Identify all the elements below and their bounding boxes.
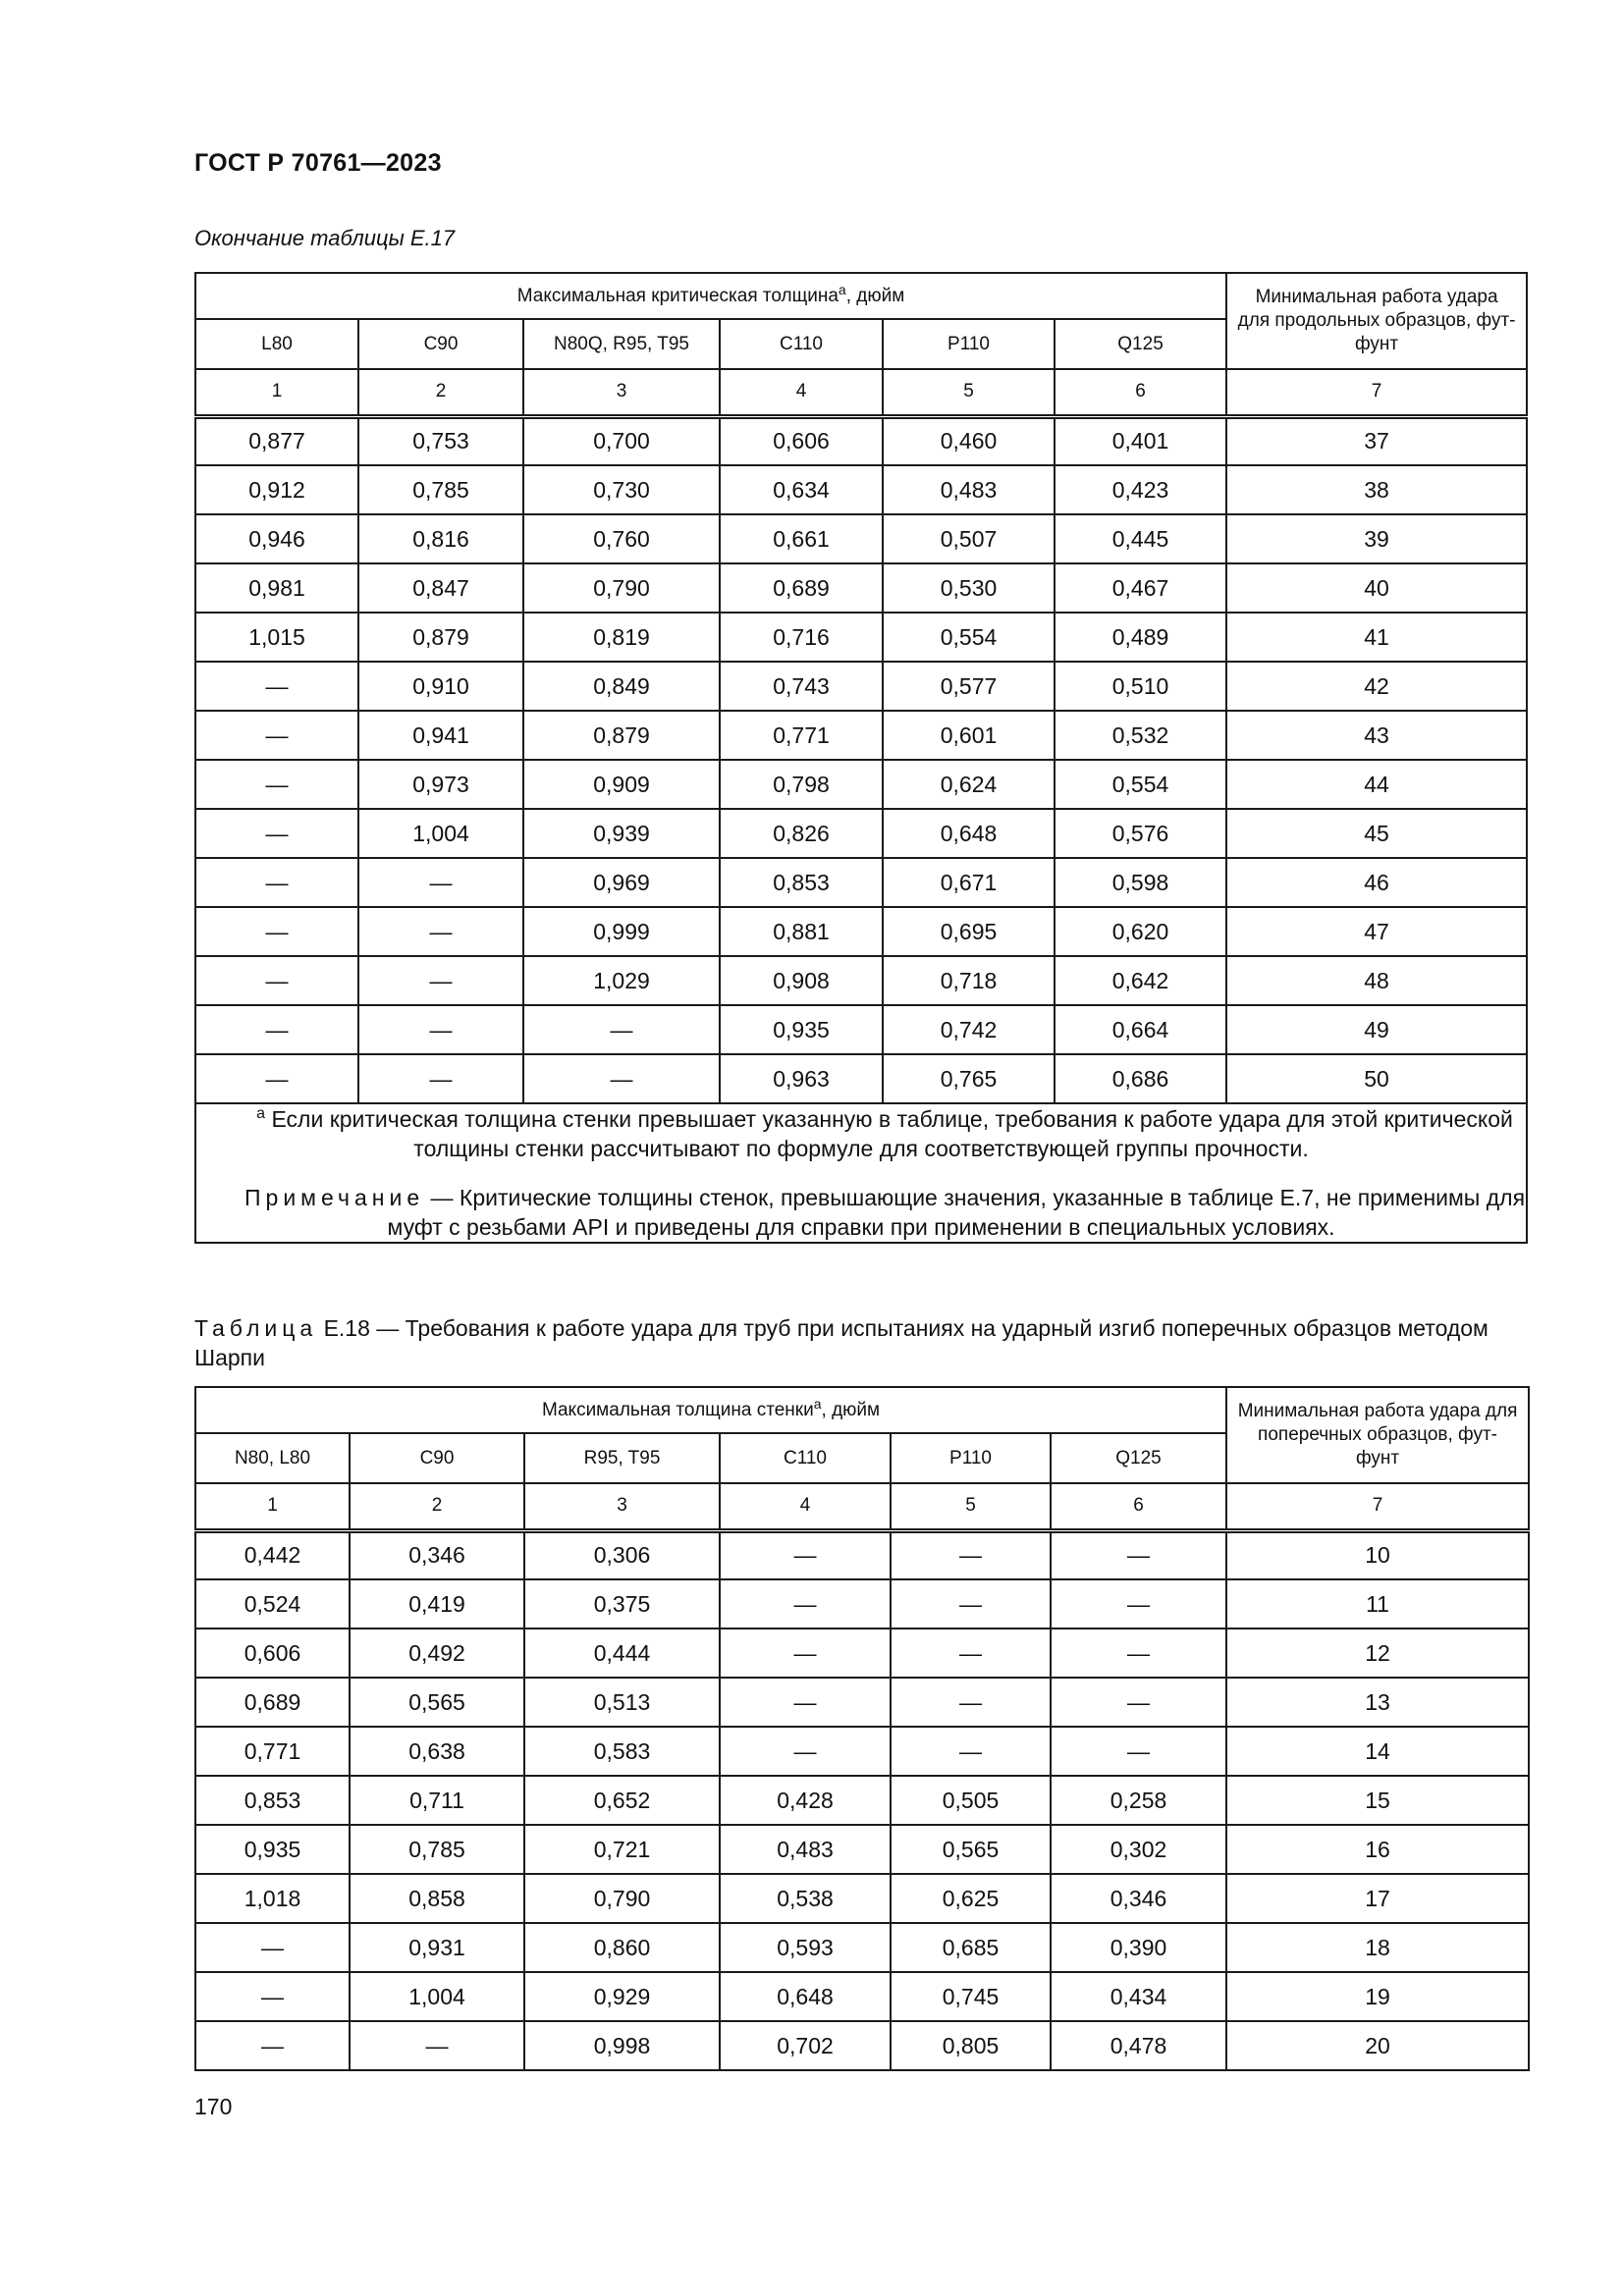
table-cell: 37 xyxy=(1226,416,1527,465)
table-cell: 0,302 xyxy=(1051,1825,1226,1874)
table-cell: 0,671 xyxy=(883,858,1055,907)
table-row xyxy=(195,416,1527,465)
table-cell: 0,711 xyxy=(350,1776,524,1825)
column-number: 3 xyxy=(524,1483,720,1530)
table-cell: — xyxy=(195,956,358,1005)
table-cell: 0,929 xyxy=(524,1972,720,2021)
table-cell: 0,375 xyxy=(524,1579,720,1629)
table-row xyxy=(195,1825,1529,1874)
table-cell: 20 xyxy=(1226,2021,1529,2070)
table-row xyxy=(195,1923,1529,1972)
table-cell: 0,790 xyxy=(523,563,720,613)
table-cell: — xyxy=(195,1005,358,1054)
table-cell: 43 xyxy=(1226,711,1527,760)
table-cell: 46 xyxy=(1226,858,1527,907)
table-cell: — xyxy=(195,2021,350,2070)
table-row xyxy=(195,1530,1529,1579)
table-cell: 0,625 xyxy=(891,1874,1051,1923)
table-cell: 0,554 xyxy=(1055,760,1226,809)
group-header-text: Максимальная критическая толщина xyxy=(516,285,839,306)
table-cell: 17 xyxy=(1226,1874,1529,1923)
column-number: 7 xyxy=(1226,1483,1529,1530)
table-cell: 1,018 xyxy=(195,1874,350,1923)
table-cell: 0,460 xyxy=(883,416,1055,465)
table-cell: 0,492 xyxy=(350,1629,524,1678)
table-cell: 0,963 xyxy=(720,1054,883,1103)
table-cell: 0,576 xyxy=(1055,809,1226,858)
table-cell: 0,847 xyxy=(358,563,523,613)
column-number: 4 xyxy=(720,369,883,416)
table-row xyxy=(195,1972,1529,2021)
table-cell: 0,718 xyxy=(883,956,1055,1005)
table-cell: 0,826 xyxy=(720,809,883,858)
table-cell: — xyxy=(720,1727,891,1776)
group-header-unit: , дюйм xyxy=(821,1399,881,1420)
table-label: Таблица xyxy=(194,1315,318,1341)
table-cell: 44 xyxy=(1226,760,1527,809)
table-cell: 0,771 xyxy=(195,1727,350,1776)
column-number: 4 xyxy=(720,1483,891,1530)
table-cell: 0,910 xyxy=(358,662,523,711)
table-cell: — xyxy=(358,907,523,956)
table-cell: 48 xyxy=(1226,956,1527,1005)
table-row xyxy=(195,760,1527,809)
table-cell: 0,428 xyxy=(720,1776,891,1825)
table-continuation-caption: Окончание таблицы Е.17 xyxy=(194,226,456,250)
table-cell: — xyxy=(195,1054,358,1103)
table-row xyxy=(195,613,1527,662)
table-e18-title xyxy=(194,1313,1526,1372)
table-cell: 0,879 xyxy=(358,613,523,662)
table-cell: 0,909 xyxy=(523,760,720,809)
table-cell: 0,805 xyxy=(891,2021,1051,2070)
table-cell: — xyxy=(195,760,358,809)
table-cell: 0,346 xyxy=(1051,1874,1226,1923)
table-cell: — xyxy=(358,956,523,1005)
table-cell: — xyxy=(891,1629,1051,1678)
column-header: L80 xyxy=(195,319,358,369)
table-cell: — xyxy=(358,858,523,907)
group-header-text: Максимальная толщина стенки xyxy=(541,1399,814,1420)
max-thickness-group-header xyxy=(195,1387,1226,1433)
table-cell: 0,598 xyxy=(1055,858,1226,907)
table-cell: 0,730 xyxy=(523,465,720,514)
table-cell: 0,689 xyxy=(720,563,883,613)
column-header: C90 xyxy=(358,319,523,369)
table-cell: — xyxy=(1051,1678,1226,1727)
footnote xyxy=(196,1104,1526,1163)
table-cell: 0,467 xyxy=(1055,563,1226,613)
table-cell: 14 xyxy=(1226,1727,1529,1776)
table-cell: — xyxy=(1051,1579,1226,1629)
note-text: — Критические толщины стенок, превышающие значения, указанные в таблице Е.7, не применимы для муфт с резьбами API и приведены для справки при применении в специальных условиях. xyxy=(387,1185,1526,1240)
column-header: R95, T95 xyxy=(524,1433,720,1483)
table-cell: — xyxy=(358,1005,523,1054)
table-cell: 0,565 xyxy=(891,1825,1051,1874)
table-cell: 0,771 xyxy=(720,711,883,760)
table-cell: 0,445 xyxy=(1055,514,1226,563)
table-cell: 0,879 xyxy=(523,711,720,760)
table-cell: — xyxy=(720,1530,891,1579)
table-cell: 0,716 xyxy=(720,613,883,662)
table-row xyxy=(195,1727,1529,1776)
table-cell: 0,685 xyxy=(891,1923,1051,1972)
table-cell: 0,601 xyxy=(883,711,1055,760)
table-row xyxy=(195,1874,1529,1923)
table-cell: 0,941 xyxy=(358,711,523,760)
table-cell: 19 xyxy=(1226,1972,1529,2021)
energy-header: Минимальная работа удара для поперечных образцов, фут-фунт xyxy=(1226,1387,1529,1483)
table-cell: 0,849 xyxy=(523,662,720,711)
table-cell: — xyxy=(1051,1727,1226,1776)
table-row xyxy=(195,2021,1529,2070)
table-cell: 0,912 xyxy=(195,465,358,514)
table-row xyxy=(195,465,1527,514)
column-header: N80, L80 xyxy=(195,1433,350,1483)
column-header: Q125 xyxy=(1055,319,1226,369)
table-e18 xyxy=(194,1386,1530,2071)
table-cell: 0,524 xyxy=(195,1579,350,1629)
table-cell: 0,648 xyxy=(720,1972,891,2021)
footnote-ref: а xyxy=(813,1395,822,1412)
table-cell: 0,434 xyxy=(1051,1972,1226,2021)
table-cell: 0,583 xyxy=(524,1727,720,1776)
document-header: ГОСТ Р 70761—2023 xyxy=(194,149,442,177)
table-row xyxy=(195,1005,1527,1054)
table-cell: 1,004 xyxy=(350,1972,524,2021)
table-cell: — xyxy=(891,1678,1051,1727)
table-cell: 0,790 xyxy=(524,1874,720,1923)
table-cell: — xyxy=(720,1629,891,1678)
footnote-text: Если критическая толщина стенки превышает указанную в таблице, требования к работе удара для этой критической толщины стенки рассчитывают по формуле для соответствующей группы прочности. xyxy=(271,1106,1513,1161)
table-cell: 0,620 xyxy=(1055,907,1226,956)
table-cell: 0,939 xyxy=(523,809,720,858)
table-cell: 49 xyxy=(1226,1005,1527,1054)
page-number: 170 xyxy=(194,2094,233,2119)
table-cell: 0,565 xyxy=(350,1678,524,1727)
table-cell: 0,390 xyxy=(1051,1923,1226,1972)
table-cell: 0,785 xyxy=(350,1825,524,1874)
table-cell: 0,860 xyxy=(524,1923,720,1972)
table-cell: 0,554 xyxy=(883,613,1055,662)
table-cell: 0,634 xyxy=(720,465,883,514)
table-title-text: Е.18 — Требования к работе удара для труб при испытаниях на ударный изгиб поперечных образцов методом Шарпи xyxy=(194,1315,1489,1370)
table-cell: 1,029 xyxy=(523,956,720,1005)
table-cell: 50 xyxy=(1226,1054,1527,1103)
table-cell: 0,743 xyxy=(720,662,883,711)
table-cell: 0,652 xyxy=(524,1776,720,1825)
table-cell: 0,606 xyxy=(195,1629,350,1678)
table-cell: — xyxy=(195,662,358,711)
table-cell: 0,785 xyxy=(358,465,523,514)
table-cell: 0,530 xyxy=(883,563,1055,613)
table-cell: 42 xyxy=(1226,662,1527,711)
table-cell: 0,478 xyxy=(1051,2021,1226,2070)
table-cell: 0,442 xyxy=(195,1530,350,1579)
table-cell: 0,998 xyxy=(524,2021,720,2070)
column-header: P110 xyxy=(883,319,1055,369)
table-cell: — xyxy=(891,1727,1051,1776)
table-cell: 0,881 xyxy=(720,907,883,956)
column-header: N80Q, R95, T95 xyxy=(523,319,720,369)
table-row xyxy=(195,1678,1529,1727)
column-header: C110 xyxy=(720,319,883,369)
table-cell: 0,306 xyxy=(524,1530,720,1579)
column-number: 2 xyxy=(350,1483,524,1530)
table-cell: 0,816 xyxy=(358,514,523,563)
table-cell: 40 xyxy=(1226,563,1527,613)
table-cell: 0,423 xyxy=(1055,465,1226,514)
table-cell: 0,853 xyxy=(720,858,883,907)
table-cell: 0,513 xyxy=(524,1678,720,1727)
table-cell: 0,745 xyxy=(891,1972,1051,2021)
table-cell: 10 xyxy=(1226,1530,1529,1579)
table-cell: — xyxy=(1051,1629,1226,1678)
column-number: 1 xyxy=(195,1483,350,1530)
table-cell: 41 xyxy=(1226,613,1527,662)
table-cell: — xyxy=(523,1005,720,1054)
footnote-ref: а xyxy=(838,281,846,297)
table-row xyxy=(195,1629,1529,1678)
column-header: C90 xyxy=(350,1433,524,1483)
column-number: 6 xyxy=(1055,369,1226,416)
table-cell: 0,765 xyxy=(883,1054,1055,1103)
table-cell: 39 xyxy=(1226,514,1527,563)
table-e17 xyxy=(194,272,1528,1244)
table-cell: — xyxy=(195,711,358,760)
table-cell: 0,606 xyxy=(720,416,883,465)
table-cell: — xyxy=(195,907,358,956)
table-row xyxy=(195,956,1527,1005)
table-cell: — xyxy=(195,858,358,907)
table-cell: 0,593 xyxy=(720,1923,891,1972)
table-cell: — xyxy=(720,1579,891,1629)
table-cell: — xyxy=(195,1923,350,1972)
table-cell: 45 xyxy=(1226,809,1527,858)
table-cell: 0,483 xyxy=(720,1825,891,1874)
table-row xyxy=(195,809,1527,858)
table-cell: 0,742 xyxy=(883,1005,1055,1054)
table-row xyxy=(195,563,1527,613)
table-cell: 18 xyxy=(1226,1923,1529,1972)
table-cell: — xyxy=(195,809,358,858)
table-cell: 0,695 xyxy=(883,907,1055,956)
table-cell: 0,664 xyxy=(1055,1005,1226,1054)
table-cell: 0,401 xyxy=(1055,416,1226,465)
table-cell: 0,648 xyxy=(883,809,1055,858)
table-cell: — xyxy=(1051,1530,1226,1579)
table-cell: 16 xyxy=(1226,1825,1529,1874)
table-cell: 0,798 xyxy=(720,760,883,809)
table-cell: 0,489 xyxy=(1055,613,1226,662)
table-cell: 0,510 xyxy=(1055,662,1226,711)
table-cell: 0,999 xyxy=(523,907,720,956)
table-row xyxy=(195,662,1527,711)
table-cell: 0,931 xyxy=(350,1923,524,1972)
table-cell: 0,419 xyxy=(350,1579,524,1629)
table-cell: 0,877 xyxy=(195,416,358,465)
column-number: 5 xyxy=(883,369,1055,416)
table-cell: — xyxy=(195,1972,350,2021)
footnote-mark: а xyxy=(256,1105,266,1122)
table-cell: 0,532 xyxy=(1055,711,1226,760)
table-cell: 0,753 xyxy=(358,416,523,465)
table-cell: 13 xyxy=(1226,1678,1529,1727)
table-cell: 0,702 xyxy=(720,2021,891,2070)
table-cell: 0,624 xyxy=(883,760,1055,809)
table-cell: 0,689 xyxy=(195,1678,350,1727)
table-cell: 0,577 xyxy=(883,662,1055,711)
table-cell: 0,721 xyxy=(524,1825,720,1874)
column-header: C110 xyxy=(720,1433,891,1483)
table-cell: 0,505 xyxy=(891,1776,1051,1825)
table-cell: — xyxy=(891,1579,1051,1629)
table-row xyxy=(195,711,1527,760)
table-row xyxy=(195,907,1527,956)
table-cell: 0,969 xyxy=(523,858,720,907)
table-cell: 38 xyxy=(1226,465,1527,514)
table-cell: 1,015 xyxy=(195,613,358,662)
column-number: 5 xyxy=(891,1483,1051,1530)
column-number: 2 xyxy=(358,369,523,416)
energy-header: Минимальная работа удара для продольных образцов, фут-фунт xyxy=(1226,273,1527,369)
table-row xyxy=(195,1579,1529,1629)
table-cell: 0,661 xyxy=(720,514,883,563)
group-header-unit: , дюйм xyxy=(845,285,905,306)
table-cell: 47 xyxy=(1226,907,1527,956)
column-number: 1 xyxy=(195,369,358,416)
table-cell: 0,946 xyxy=(195,514,358,563)
table-cell: 0,858 xyxy=(350,1874,524,1923)
table-cell: — xyxy=(350,2021,524,2070)
table-cell: 0,258 xyxy=(1051,1776,1226,1825)
table-row xyxy=(195,514,1527,563)
table-cell: — xyxy=(358,1054,523,1103)
table-cell: 0,638 xyxy=(350,1727,524,1776)
table-footnotes xyxy=(195,1103,1527,1243)
table-row xyxy=(195,1776,1529,1825)
column-number: 3 xyxy=(523,369,720,416)
column-header: P110 xyxy=(891,1433,1051,1483)
table-cell: 0,908 xyxy=(720,956,883,1005)
table-cell: 0,642 xyxy=(1055,956,1226,1005)
table-cell: 0,819 xyxy=(523,613,720,662)
table-cell: 0,444 xyxy=(524,1629,720,1678)
max-thickness-group-header xyxy=(195,273,1226,319)
table-cell: 0,935 xyxy=(195,1825,350,1874)
table-cell: — xyxy=(720,1678,891,1727)
table-cell: 0,538 xyxy=(720,1874,891,1923)
table-cell: 0,700 xyxy=(523,416,720,465)
table-cell: 0,507 xyxy=(883,514,1055,563)
table-cell: 12 xyxy=(1226,1629,1529,1678)
column-number: 7 xyxy=(1226,369,1527,416)
table-cell: — xyxy=(891,1530,1051,1579)
table-cell: 0,935 xyxy=(720,1005,883,1054)
note-label: Примечание xyxy=(244,1185,425,1210)
table-cell: 15 xyxy=(1226,1776,1529,1825)
table-row xyxy=(195,858,1527,907)
table-cell: 0,346 xyxy=(350,1530,524,1579)
table-cell: 0,853 xyxy=(195,1776,350,1825)
column-number: 6 xyxy=(1051,1483,1226,1530)
table-cell: 0,981 xyxy=(195,563,358,613)
column-header: Q125 xyxy=(1051,1433,1226,1483)
table-cell: 0,686 xyxy=(1055,1054,1226,1103)
table-cell: — xyxy=(523,1054,720,1103)
note xyxy=(196,1183,1526,1242)
table-cell: 0,483 xyxy=(883,465,1055,514)
table-cell: 1,004 xyxy=(358,809,523,858)
table-cell: 0,760 xyxy=(523,514,720,563)
table-row xyxy=(195,1054,1527,1103)
table-cell: 11 xyxy=(1226,1579,1529,1629)
table-cell: 0,973 xyxy=(358,760,523,809)
